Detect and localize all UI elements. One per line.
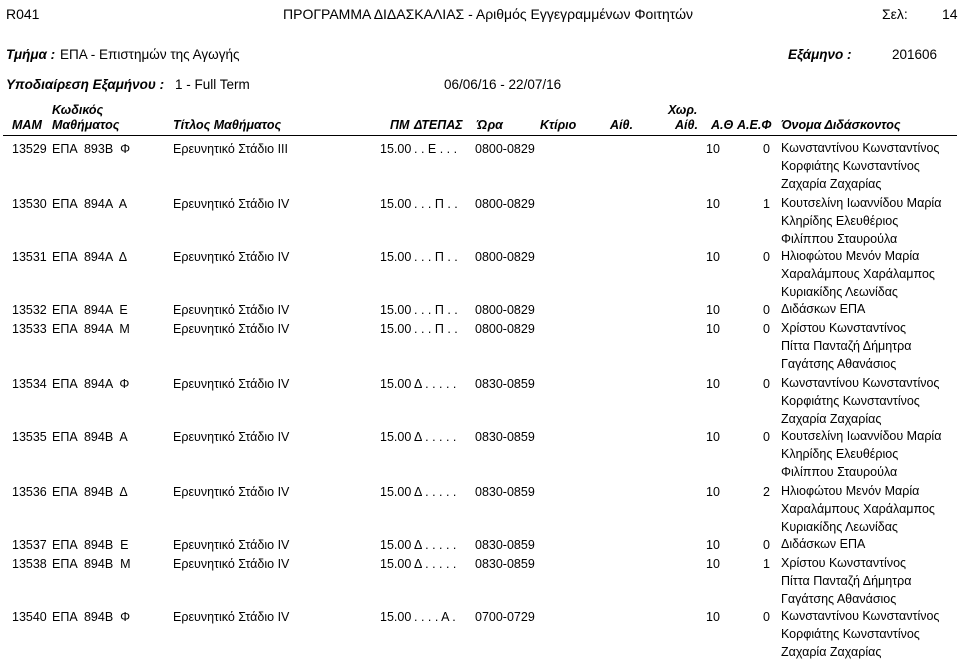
aef-cell: 0 (763, 377, 770, 391)
pm-cell: 15.00 (380, 142, 412, 156)
col-instructor: Όνομα Διδάσκοντος (781, 118, 901, 132)
instructor-name: Πίττα Πανταζή Δήμητρα (781, 339, 912, 353)
title-cell: Ερευνητικό Στάδιο IV (173, 485, 290, 499)
code-cell: ΕΠΑ 894Α Δ (52, 250, 128, 264)
instructor-name: Ηλιοφώτου Μενόν Μαρία (781, 249, 920, 263)
aef-cell: 0 (763, 610, 770, 624)
at-cell: 10 (706, 557, 720, 571)
col-title: Τίτλος Μαθήματος (173, 118, 282, 132)
department-value: ΕΠΑ - Επιστημών της Αγωγής (60, 47, 240, 62)
time-cell: 0800-0829 (475, 322, 535, 336)
at-cell: 10 (706, 142, 720, 156)
instructor-name: Ζαχαρία Ζαχαρίας (781, 177, 882, 191)
col-mam: ΜΑΜ (12, 118, 42, 132)
instructor-name: Ζαχαρία Ζαχαρίας (781, 645, 882, 659)
mam-cell: 13534 (12, 377, 47, 391)
instructor-name: Γαγάτσης Αθανάσιος (781, 592, 897, 606)
instructor-name: Κορφιάτης Κωνσταντίνος (781, 394, 920, 408)
col-pm: ΠΜ (390, 118, 410, 132)
pm-cell: 15.00 (380, 538, 412, 552)
instructor-name: Διδάσκων ΕΠΑ (781, 537, 866, 551)
days-cell: Δ . . . . . (414, 377, 457, 391)
days-cell: . . . Π . . (414, 197, 458, 211)
time-cell: 0800-0829 (475, 250, 535, 264)
aef-cell: 1 (763, 557, 770, 571)
code-cell: ΕΠΑ 894Α Ε (52, 303, 128, 317)
instructor-name: Κωνσταντίνου Κωνσταντίνος (781, 609, 940, 623)
instructor-name: Ηλιοφώτου Μενόν Μαρία (781, 484, 920, 498)
aef-cell: 0 (763, 430, 770, 444)
pm-cell: 15.00 (380, 557, 412, 571)
instructor-list (781, 535, 865, 553)
code-cell: ΕΠΑ 894Β Μ (52, 557, 131, 571)
aef-cell: 0 (763, 322, 770, 336)
time-cell: 0800-0829 (475, 303, 535, 317)
instructor-list (781, 482, 935, 536)
days-cell: . . Ε . . . (414, 142, 458, 156)
code-cell: ΕΠΑ 894Β Ε (52, 538, 129, 552)
pm-cell: 15.00 (380, 610, 412, 624)
instructor-list (781, 374, 939, 428)
days-cell: Δ . . . . . (414, 430, 457, 444)
days-cell: . . . Π . . (414, 303, 458, 317)
instructor-list (781, 139, 939, 193)
pm-cell: 15.00 (380, 377, 412, 391)
time-cell: 0830-0859 (475, 485, 535, 499)
at-cell: 10 (706, 538, 720, 552)
pm-cell: 15.00 (380, 250, 412, 264)
at-cell: 10 (706, 485, 720, 499)
page-number: 14 (942, 6, 958, 22)
time-cell: 0830-0859 (475, 430, 535, 444)
instructor-name: Κορφιάτης Κωνσταντίνος (781, 627, 920, 641)
instructor-name: Χαραλάμπους Χαράλαμπος (781, 267, 935, 281)
pm-cell: 15.00 (380, 430, 412, 444)
instructor-name: Χρίστου Κωνσταντίνος (781, 321, 907, 335)
instructor-name: Κληρίδης Ελευθέριος (781, 214, 899, 228)
page-label: Σελ: (882, 6, 908, 22)
time-cell: 0800-0829 (475, 197, 535, 211)
aef-cell: 1 (763, 197, 770, 211)
days-cell: . . . Π . . (414, 322, 458, 336)
instructor-name: Διδάσκων ΕΠΑ (781, 302, 866, 316)
title-cell: Ερευνητικό Στάδιο IV (173, 538, 290, 552)
title-cell: Ερευνητικό Στάδιο IV (173, 430, 290, 444)
instructor-list (781, 194, 941, 248)
time-cell: 0800-0829 (475, 142, 535, 156)
subdivision-label: Υποδιαίρεση Εξαμήνου : (6, 77, 165, 92)
semester-label: Εξάμηνο : (788, 47, 852, 62)
time-cell: 0830-0859 (475, 538, 535, 552)
aef-cell: 0 (763, 250, 770, 264)
department-label: Τμήμα : (6, 47, 56, 62)
code-cell: ΕΠΑ 894Β Φ (52, 610, 131, 624)
code-cell: ΕΠΑ 894Β Δ (52, 485, 128, 499)
col-aef: Α.Ε.Φ (737, 118, 772, 132)
instructor-name: Χρίστου Κωνσταντίνος (781, 556, 907, 570)
instructor-name: Φιλίππου Σταυρούλα (781, 232, 898, 246)
days-cell: Δ . . . . . (414, 485, 457, 499)
time-cell: 0830-0859 (475, 557, 535, 571)
days-cell: Δ . . . . . (414, 557, 457, 571)
subdivision-value: 1 - Full Term (175, 77, 250, 92)
title-cell: Ερευνητικό Στάδιο IV (173, 322, 290, 336)
instructor-list (781, 607, 939, 661)
instructor-list (781, 427, 941, 481)
mam-cell: 13532 (12, 303, 47, 317)
title-cell: Ερευνητικό Στάδιο IV (173, 377, 290, 391)
mam-cell: 13535 (12, 430, 47, 444)
at-cell: 10 (706, 322, 720, 336)
instructor-name: Κορφιάτης Κωνσταντίνος (781, 159, 920, 173)
instructor-list (781, 300, 865, 318)
title-cell: Ερευνητικό Στάδιο III (173, 142, 288, 156)
instructor-name: Πίττα Πανταζή Δήμητρα (781, 574, 912, 588)
pm-cell: 15.00 (380, 197, 412, 211)
col-room: Αίθ. (610, 118, 633, 132)
days-cell: Δ . . . . . (414, 538, 457, 552)
at-cell: 10 (706, 610, 720, 624)
col-capacity-bottom: Αίθ. (675, 118, 698, 132)
instructor-list (781, 554, 911, 608)
mam-cell: 13537 (12, 538, 47, 552)
instructor-name: Κυριακίδης Λεωνίδας (781, 285, 898, 299)
code-cell: ΕΠΑ 893Β Φ (52, 142, 131, 156)
code-cell: ΕΠΑ 894Α Μ (52, 322, 130, 336)
mam-cell: 13529 (12, 142, 47, 156)
col-days: ΔΤΕΠΑΣ (414, 118, 463, 132)
at-cell: 10 (706, 250, 720, 264)
header-divider (3, 135, 957, 136)
time-cell: 0700-0729 (475, 610, 535, 624)
code-cell: ΕΠΑ 894Β Α (52, 430, 128, 444)
aef-cell: 0 (763, 538, 770, 552)
aef-cell: 0 (763, 142, 770, 156)
instructor-name: Κουτσελίνη Ιωαννίδου Μαρία (781, 429, 942, 443)
at-cell: 10 (706, 303, 720, 317)
report-title: ΠΡΟΓΡΑΜΜΑ ΔΙΔΑΣΚΑΛΙΑΣ - Αριθμός Εγγεγραμμένων Φοιτητών (283, 6, 694, 22)
at-cell: 10 (706, 377, 720, 391)
title-cell: Ερευνητικό Στάδιο IV (173, 610, 290, 624)
instructor-name: Γαγάτσης Αθανάσιος (781, 357, 897, 371)
instructor-name: Φιλίππου Σταυρούλα (781, 465, 898, 479)
title-cell: Ερευνητικό Στάδιο IV (173, 250, 290, 264)
instructor-name: Κουτσελίνη Ιωαννίδου Μαρία (781, 196, 942, 210)
title-cell: Ερευνητικό Στάδιο IV (173, 303, 290, 317)
mam-cell: 13540 (12, 610, 47, 624)
semester-value: 201606 (892, 47, 938, 62)
date-range: 06/06/16 - 22/07/16 (444, 77, 562, 92)
at-cell: 10 (706, 197, 720, 211)
instructor-list (781, 319, 911, 373)
col-at: Α.Θ (711, 118, 734, 132)
col-time: Ώρα (477, 118, 503, 132)
days-cell: . . . . Α . (414, 610, 456, 624)
title-cell: Ερευνητικό Στάδιο IV (173, 557, 290, 571)
col-code-bottom: Μαθήματος (52, 118, 120, 132)
aef-cell: 0 (763, 303, 770, 317)
days-cell: . . . Π . . (414, 250, 458, 264)
report-id: R041 (6, 6, 40, 22)
instructor-name: Κωνσταντίνου Κωνσταντίνος (781, 141, 940, 155)
instructor-name: Κυριακίδης Λεωνίδας (781, 520, 898, 534)
pm-cell: 15.00 (380, 322, 412, 336)
mam-cell: 13531 (12, 250, 47, 264)
mam-cell: 13536 (12, 485, 47, 499)
instructor-list (781, 247, 935, 301)
instructor-name: Χαραλάμπους Χαράλαμπος (781, 502, 935, 516)
instructor-name: Κωνσταντίνου Κωνσταντίνος (781, 376, 940, 390)
mam-cell: 13533 (12, 322, 47, 336)
col-building: Κτίριο (540, 118, 577, 132)
pm-cell: 15.00 (380, 485, 412, 499)
mam-cell: 13538 (12, 557, 47, 571)
col-code-top: Κωδικός (52, 103, 104, 117)
code-cell: ΕΠΑ 894Α Φ (52, 377, 130, 391)
title-cell: Ερευνητικό Στάδιο IV (173, 197, 290, 211)
instructor-name: Κληρίδης Ελευθέριος (781, 447, 899, 461)
mam-cell: 13530 (12, 197, 47, 211)
col-capacity-top: Χωρ. (668, 103, 698, 117)
at-cell: 10 (706, 430, 720, 444)
instructor-name: Ζαχαρία Ζαχαρίας (781, 412, 882, 426)
code-cell: ΕΠΑ 894Α Α (52, 197, 128, 211)
aef-cell: 2 (763, 485, 770, 499)
pm-cell: 15.00 (380, 303, 412, 317)
time-cell: 0830-0859 (475, 377, 535, 391)
